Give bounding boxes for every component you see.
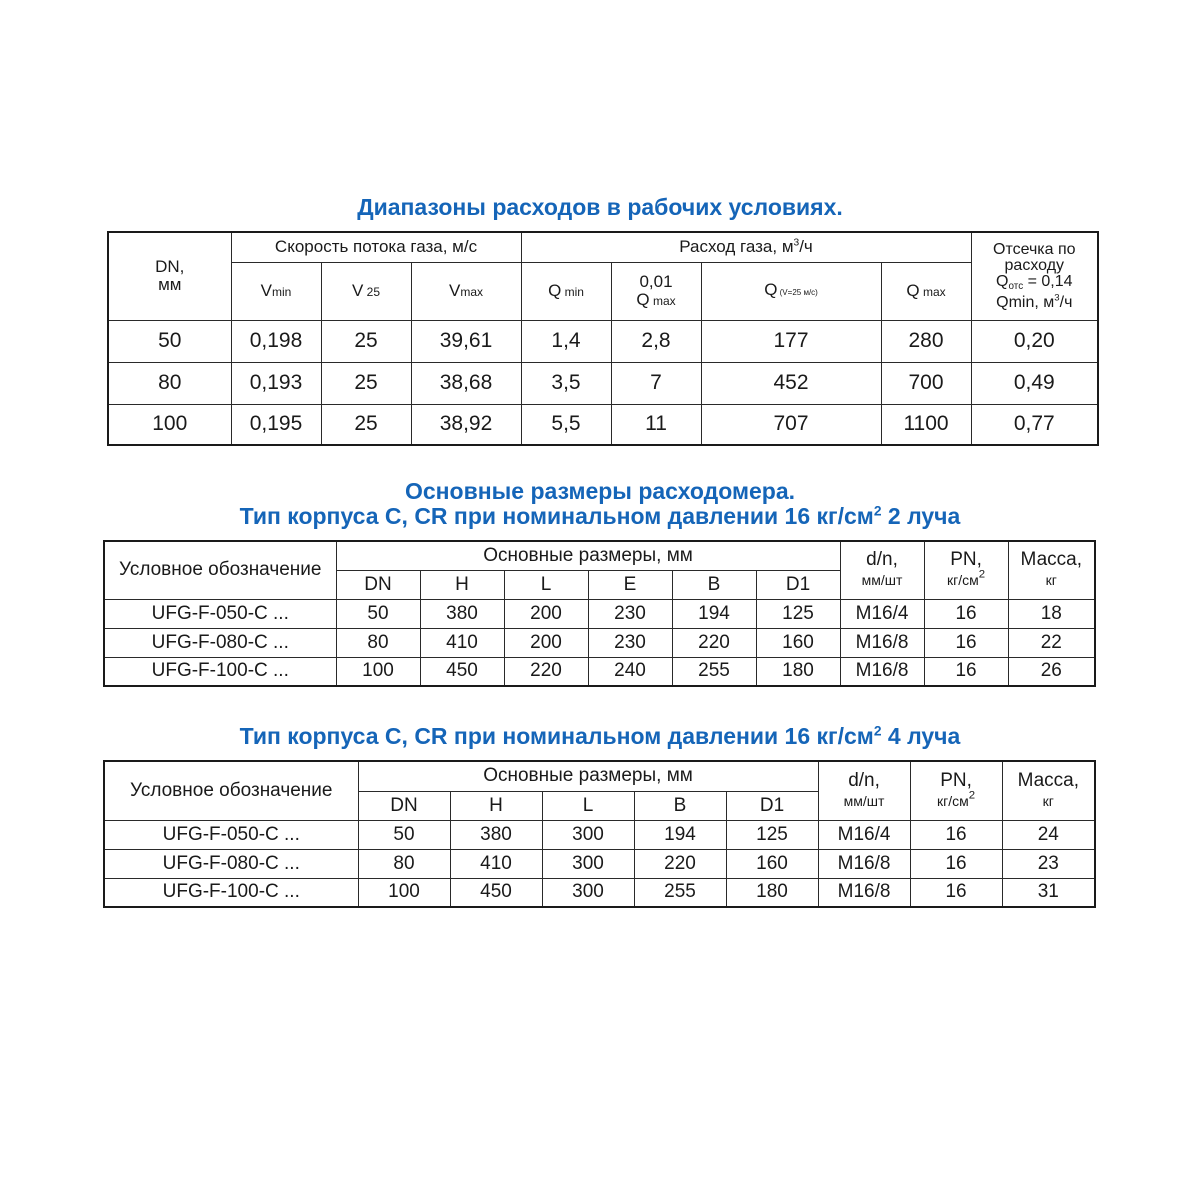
designation-header: Условное обозначение: [104, 541, 336, 599]
table-cell: М16/4: [840, 599, 924, 628]
table-cell: 255: [672, 657, 756, 686]
table-cell: 700: [881, 362, 971, 404]
table-cell: 380: [450, 820, 542, 849]
table-cell: 3,5: [521, 362, 611, 404]
table-cell: 707: [701, 404, 881, 445]
table-cell: UFG-F-100-С ...: [104, 878, 358, 907]
table-cell: 16: [910, 878, 1002, 907]
qv25-header: Q (V=25 м/с): [701, 262, 881, 320]
table-cell: 5,5: [521, 404, 611, 445]
table-cell: 0,195: [231, 404, 321, 445]
table-cell: 16: [924, 628, 1008, 657]
table-cell: 25: [321, 362, 411, 404]
table-cell: 300: [542, 849, 634, 878]
table-cell: 11: [611, 404, 701, 445]
col-l: L: [542, 791, 634, 820]
table-cell: 16: [924, 599, 1008, 628]
q001-header: 0,01 Q max: [611, 262, 701, 320]
table-cell: 38,68: [411, 362, 521, 404]
table-cell: 450: [420, 657, 504, 686]
table-cell: М16/8: [840, 657, 924, 686]
table-cell: М16/4: [818, 820, 910, 849]
table-cell: 160: [756, 628, 840, 657]
table-cell: 39,61: [411, 320, 521, 362]
table-row: [104, 628, 1095, 657]
speed-group-header: Скорость потока газа, м/с: [231, 232, 521, 262]
table-cell: 16: [910, 820, 1002, 849]
table-cell: 18: [1008, 599, 1095, 628]
table-cell: UFG-F-050-С ...: [104, 599, 336, 628]
table-cell: UFG-F-080-С ...: [104, 628, 336, 657]
table-cell: 180: [726, 878, 818, 907]
col-b: B: [634, 791, 726, 820]
table-cell: 380: [420, 599, 504, 628]
section2-title-line2: Тип корпуса С, CR при номинальном давлении 16 $кг/см^2$ 2 луча: [239, 503, 961, 529]
table-cell: 180: [756, 657, 840, 686]
table-cell: 452: [701, 362, 881, 404]
table-cell: 177: [701, 320, 881, 362]
table-row: [104, 820, 1095, 849]
col-d1: D1: [756, 570, 840, 599]
table-cell: 2,8: [611, 320, 701, 362]
table-cell: 16: [924, 657, 1008, 686]
table-cell: UFG-F-080-С ...: [104, 849, 358, 878]
col-d1: D1: [726, 791, 818, 820]
qmin-header: Q min: [521, 262, 611, 320]
table-cell: 255: [634, 878, 726, 907]
dn-pcs-header: d/n, мм/шт: [818, 761, 910, 820]
table-row: [104, 878, 1095, 907]
col-b: B: [672, 570, 756, 599]
dimensions-4-beam-table: [103, 760, 1096, 908]
table-cell: М16/8: [818, 878, 910, 907]
table-cell: 100: [336, 657, 420, 686]
table-cell: 0,193: [231, 362, 321, 404]
dims-group-header: Основные размеры, мм: [358, 761, 818, 791]
col-l: L: [504, 570, 588, 599]
table-cell: UFG-F-100-С ...: [104, 657, 336, 686]
table-cell: 300: [542, 878, 634, 907]
table-cell: М16/8: [840, 628, 924, 657]
table-cell: 25: [321, 320, 411, 362]
col-h: H: [420, 570, 504, 599]
table-cell: 25: [321, 404, 411, 445]
mass-header: Масса, кг: [1002, 761, 1095, 820]
table-cell: 125: [726, 820, 818, 849]
table-cell: 0,20: [971, 320, 1098, 362]
table-cell: 23: [1002, 849, 1095, 878]
vmin-header: Vmin: [231, 262, 321, 320]
table-cell: 24: [1002, 820, 1095, 849]
table-cell: 410: [420, 628, 504, 657]
section1-title: Диапазоны расходов в рабочих условиях.: [357, 194, 843, 220]
table-cell: 200: [504, 628, 588, 657]
table-cell: 26: [1008, 657, 1095, 686]
table-cell: 230: [588, 599, 672, 628]
section2-title-line1: Основные размеры расходомера.: [404, 478, 796, 504]
table-cell: 50: [336, 599, 420, 628]
table-cell: 230: [588, 628, 672, 657]
table-row: [104, 599, 1095, 628]
table-cell: М16/8: [818, 849, 910, 878]
table-cell: 220: [672, 628, 756, 657]
table-cell: 280: [881, 320, 971, 362]
table-cell: 50: [358, 820, 450, 849]
mass-header: Масса, кг: [1008, 541, 1095, 599]
table-cell: 80: [336, 628, 420, 657]
designation-header: Условное обозначение: [104, 761, 358, 820]
table-row: [108, 404, 1098, 445]
table-cell: 0,77: [971, 404, 1098, 445]
table-cell: 125: [756, 599, 840, 628]
pn-header: PN, $кг/см^2$: [924, 541, 1008, 599]
table-cell: 1,4: [521, 320, 611, 362]
table-cell: 22: [1008, 628, 1095, 657]
table-cell: 0,198: [231, 320, 321, 362]
section3-title: Тип корпуса С, CR при номинальном давлении 16 $кг/см^2$ 4 луча: [239, 723, 961, 749]
vmax-header: Vmax: [411, 262, 521, 320]
table-cell: 160: [726, 849, 818, 878]
v25-header: V 25: [321, 262, 411, 320]
table-cell: 16: [910, 849, 1002, 878]
flow-group-header: Расход газа, $м^3/ч$: [521, 232, 971, 262]
table-row: [108, 362, 1098, 404]
col-dn: DN: [336, 570, 420, 599]
table-cell: UFG-F-050-С ...: [104, 820, 358, 849]
table-cell: 200: [504, 599, 588, 628]
table-cell: 220: [634, 849, 726, 878]
qmax-header: Q max: [881, 262, 971, 320]
dimensions-2-beam-table: [103, 540, 1096, 687]
table-row: [104, 849, 1095, 878]
table-cell: 1100: [881, 404, 971, 445]
cutoff-header: Отсечка по расходу Qотс = 0,14 Qmin, $м^3/ч$: [971, 232, 1098, 320]
dims-group-header: Основные размеры, мм: [336, 541, 840, 570]
flow-ranges-table: [107, 231, 1099, 446]
table-row: [108, 320, 1098, 362]
col-dn: DN: [358, 791, 450, 820]
table-cell: 194: [634, 820, 726, 849]
table-cell: 38,92: [411, 404, 521, 445]
table-cell: 7: [611, 362, 701, 404]
col-h: H: [450, 791, 542, 820]
table-row: [104, 657, 1095, 686]
table-cell: 220: [504, 657, 588, 686]
table-cell: 300: [542, 820, 634, 849]
table-cell: 194: [672, 599, 756, 628]
pn-header: PN, $кг/см^2$: [910, 761, 1002, 820]
dn-pcs-header: d/n, мм/шт: [840, 541, 924, 599]
col-e: E: [588, 570, 672, 599]
table-cell: 31: [1002, 878, 1095, 907]
table-cell: 410: [450, 849, 542, 878]
table-cell: 240: [588, 657, 672, 686]
table-cell: 450: [450, 878, 542, 907]
table-cell: 80: [108, 362, 231, 404]
dn-header: DN, мм: [108, 232, 231, 320]
table-cell: 80: [358, 849, 450, 878]
table-cell: 100: [108, 404, 231, 445]
table-cell: 100: [358, 878, 450, 907]
table-cell: 50: [108, 320, 231, 362]
table-cell: 0,49: [971, 362, 1098, 404]
